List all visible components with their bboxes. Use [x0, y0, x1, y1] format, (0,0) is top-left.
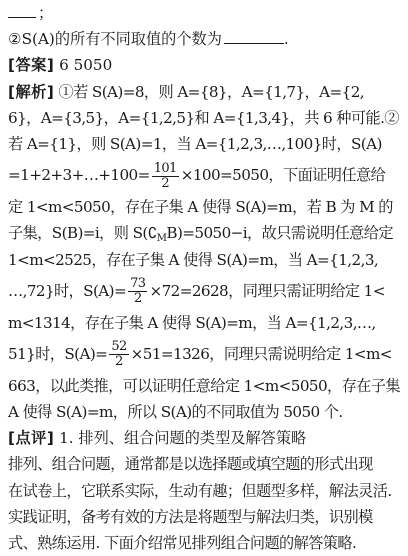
answer-blank-1	[8, 2, 36, 18]
answer-blank-2	[224, 28, 284, 44]
analysis-line-1: [解析] ①若 S(A)=8，则 A={8}，A={1,7}，A={2,	[8, 82, 364, 101]
fraction-73-over-2: $\frac{73}{2}$	[130, 276, 146, 307]
comment-line-3: 在试卷上，它联系实际，生动有趣；但题型多样，解法灵活.	[8, 481, 392, 500]
line-1: ；	[8, 0, 404, 26]
analysis-line-10: 51}时，S(A)= $\frac{52}{2}$ ×51=1326，同理只需说明给定 1<m<	[8, 339, 392, 370]
fraction-101-over-2: $\frac{101}{2}$	[153, 160, 177, 191]
fraction-52-over-2: $\frac{52}{2}$	[111, 339, 127, 370]
answer-value: 6 5050	[59, 56, 113, 75]
answer-tag: [答案]	[8, 56, 55, 75]
answer-line	[8, 52, 404, 78]
analysis-line-7: 1<m<2525，存在子集 A 使得 S(A)=m，当 A={1,2,3,	[8, 250, 379, 269]
analysis-line-2: 6}，A={3,5}，A={1,2,5}和 A={1,3,4}，共 6 种可能.②	[8, 108, 399, 127]
line-2: ②S(A)的所有不同取值的个数为 .	[8, 30, 289, 49]
analysis-line-12: A 使得 S(A)=m，所以 S(A)的不同取值为 5050 个.	[8, 403, 343, 422]
comment-tag: [点评]	[8, 429, 55, 448]
analysis-line-11: 663，以此类推，可以证明任意给定 1<m<5050，存在子集	[8, 376, 400, 395]
comment-line-5: 式、熟练运用. 下面介绍常见排列组合问题的解答策略.	[8, 534, 357, 552]
comment-line-2: 排列、组合问题，通常都是以选择题或填空题的形式出现	[8, 455, 373, 474]
analysis-line-6: 子集，S(B)=i，则 $S(∁_MB)=5050-i$，故只需说明任意给定	[8, 224, 393, 245]
analysis-line-5: 定 1<m<5050，存在子集 A 使得 S(A)=m，若 B 为 M 的	[8, 198, 393, 217]
analysis-line-4: =1+2+3+…+100= $\frac{101}{2}$ ×100=5050，下面证明任意给	[8, 160, 386, 191]
analysis-line-3: 若 A={1}，则 S(A)=1，当 A={1,2,3,…,100}时，S(A)	[8, 134, 382, 153]
comment-line-1: [点评] 1. 排列、组合问题的类型及解答策略	[8, 429, 307, 448]
analysis-line-9: m<1314，存在子集 A 使得 S(A)=m，当 A={1,2,3,…,	[8, 313, 376, 332]
analysis-tag: [解析]	[8, 82, 55, 101]
comment-line-4: 实践证明，备考有效的方法是将题型与解法归类，识别模	[8, 507, 373, 526]
analysis-line-8: …,72}时，S(A)= $\frac{73}{2}$ ×72=2628，同理只需证明给定 1<	[8, 276, 385, 307]
